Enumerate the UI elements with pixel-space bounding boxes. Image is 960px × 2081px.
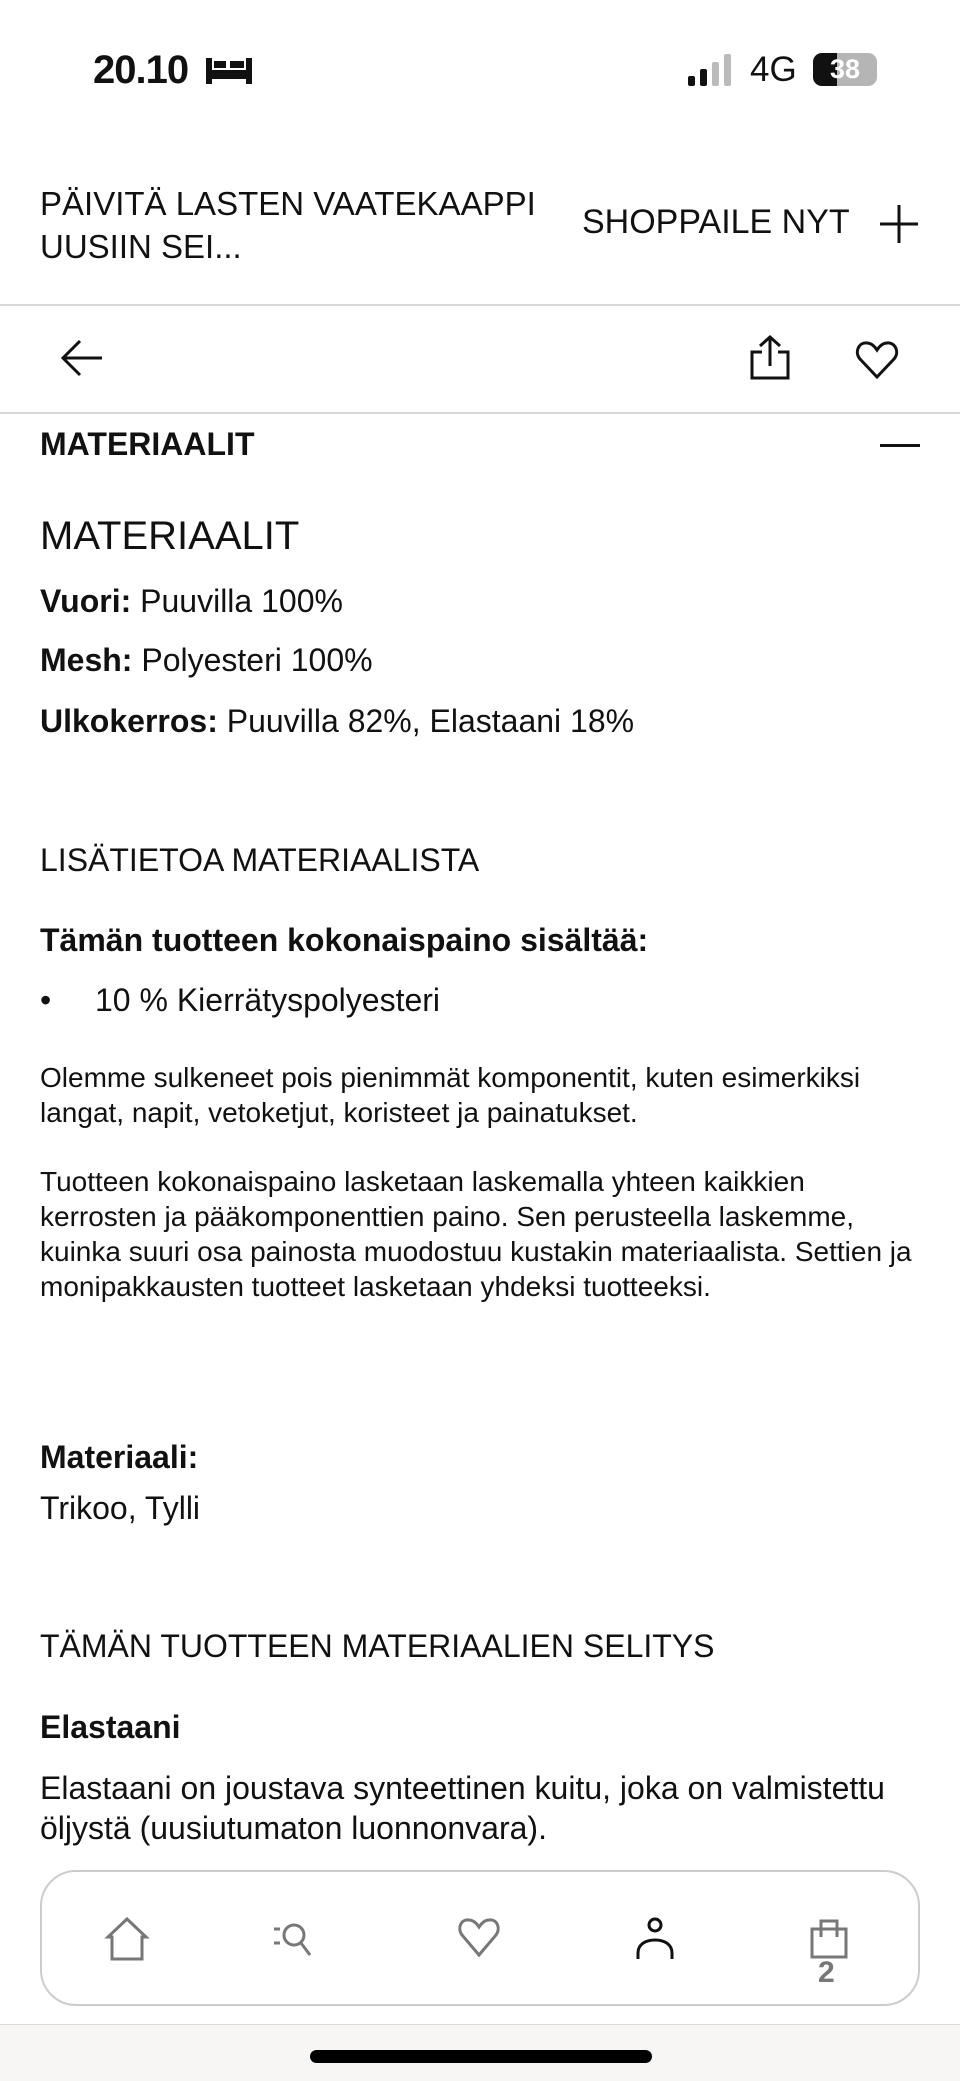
material-value: Trikoo, Tylli [40,1490,201,1526]
material-row: Vuori: Puuvilla 100% [40,583,343,619]
materials-subtitle: MATERIAALIT [40,514,300,558]
status-time: 20.10 [93,48,189,92]
shopping-bag-icon[interactable] [806,1915,852,1961]
account-icon[interactable] [632,1915,678,1961]
favorite-heart-icon[interactable] [855,340,899,380]
explanation-title: TÄMÄN TUOTTEEN MATERIAALIEN SELITYS [40,1628,715,1664]
battery-level: 38 [829,54,861,84]
divider [0,412,960,414]
material-row: Ulkokerros: Puuvilla 82%, Elastaani 18% [40,703,635,739]
promo-banner-text[interactable]: PÄIVITÄ LASTEN VAATEKAAPPI UUSIIN SEI... [40,185,536,265]
extra-info-title: LISÄTIETOA MATERIAALISTA [40,842,480,878]
battery-indicator [813,53,877,86]
divider [0,304,960,306]
material-row: Mesh: Polyesteri 100% [40,642,373,678]
section-title[interactable]: MATERIAALIT [40,426,255,462]
collapse-icon[interactable] [880,444,920,447]
network-type: 4G [750,50,797,89]
share-icon[interactable] [748,334,792,380]
home-icon[interactable] [104,1915,150,1961]
bullet-item: • 10 % Kierrätyspolyesteri [40,982,441,1018]
plus-icon[interactable] [878,203,920,245]
home-indicator[interactable] [310,2050,652,2063]
back-arrow-icon[interactable] [60,338,104,378]
material-label: Materiaali: [40,1439,199,1475]
paragraph: Olemme sulkeneet pois pienimmät komponentit, kuten esimerkiksi langat, napit, vetoketjut, koristeet ja painatukset. [40,1062,861,1128]
search-icon[interactable] [272,1915,318,1961]
sleep-focus-icon [206,58,252,84]
signal-icon [688,54,736,86]
elastane-title: Elastaani [40,1709,181,1745]
cart-count-badge: 2 [818,1956,835,1989]
elastane-text: Elastaani on joustava synteettinen kuitu, joka on valmistettu öljystä (uusiutumaton luonnonvara). [40,1770,885,1846]
wishlist-heart-icon[interactable] [456,1915,502,1961]
weight-title: Tämän tuotteen kokonaispaino sisältää: [40,922,649,958]
paragraph: Tuotteen kokonaispaino lasketaan laskemalla yhteen kaikkien kerrosten ja pääkomponenttien paino. Sen perusteella laskemme, kuinka suuri osa painosta muodostuu kustakin materiaalista. Settien ja monipakkausten tuotteet lasketaan yhdeksi tuotteeksi. [40,1166,912,1302]
shop-now-link[interactable]: SHOPPAILE NYT [582,203,850,241]
